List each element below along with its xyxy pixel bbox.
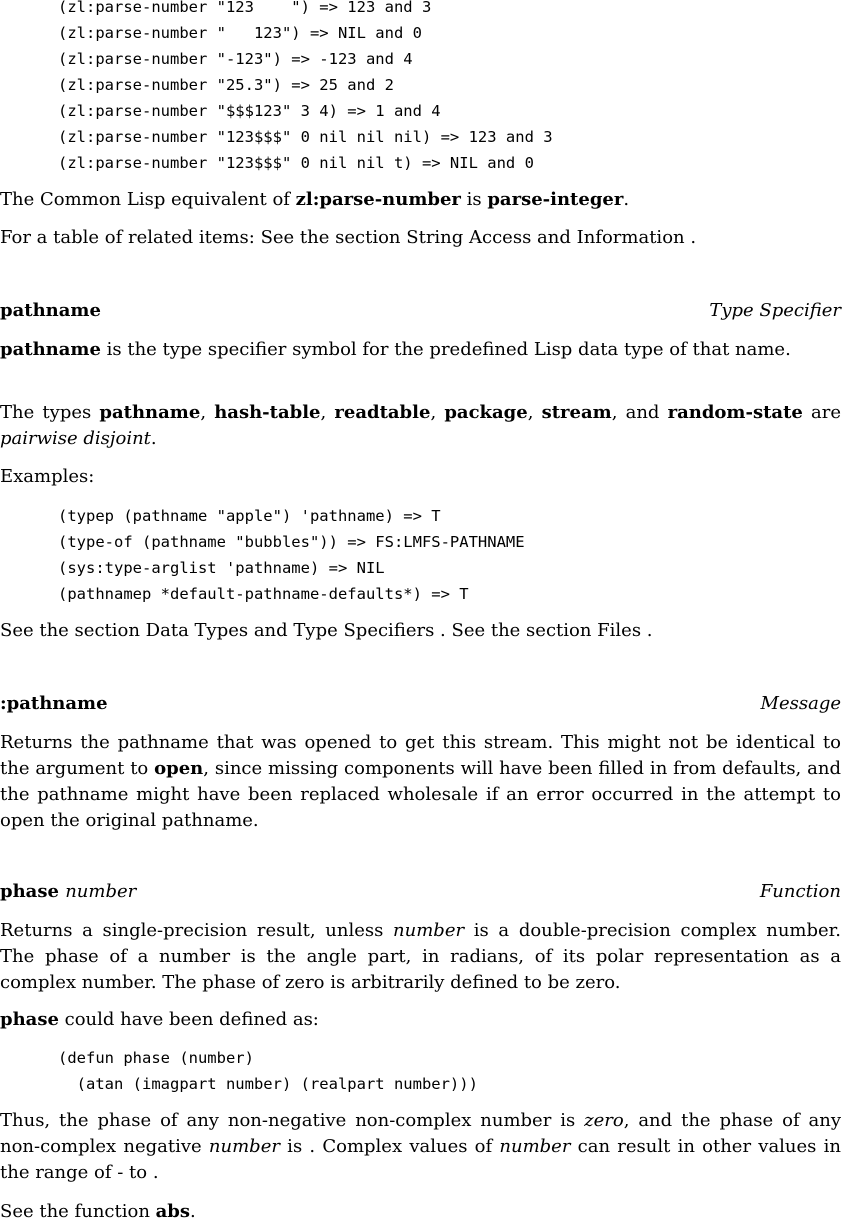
pathname-message-description: Returns the pathname that was opened to get this stream. This might not be identical to the argument to open, since missing components will have been filled in from defaults, and the pathname might have been replaced wholesale if an error occurred in the attempt to open the original pathname.	[0, 732, 841, 831]
code-line: (typep (pathname "apple") 'pathname) => T	[58, 507, 441, 525]
entry-name: phase number	[0, 881, 137, 902]
code-line: (defun phase (number)	[58, 1049, 254, 1067]
entry-name: pathname	[0, 300, 101, 321]
code-line: (zl:parse-number "$$$123" 3 4) => 1 and 4	[58, 102, 441, 120]
code-line: (zl:parse-number "25.3") => 25 and 2	[58, 76, 394, 94]
cl-equivalent-paragraph: The Common Lisp equivalent of zl:parse-number is parse-integer.	[0, 189, 630, 210]
entry-kind: Type Specifier	[709, 300, 841, 321]
pathname-see-also: See the section Data Types and Type Specifiers . See the section Files .	[0, 620, 653, 641]
code-line: (zl:parse-number "-123") => -123 and 4	[58, 50, 413, 68]
term-parse-integer: parse-integer	[487, 189, 624, 210]
entry-header-pathname	[0, 298, 841, 324]
entry-header-phase	[0, 879, 841, 905]
entry-kind: Function	[759, 881, 841, 902]
term-zl-parse-number: zl:parse-number	[295, 189, 461, 210]
entry-kind: Message	[760, 693, 841, 714]
section-link-string-access[interactable]: String Access and Information	[406, 227, 685, 248]
phase-definition-intro: phase could have been defined as:	[0, 1009, 319, 1030]
entry-name: :pathname	[0, 693, 108, 714]
code-line: (type-of (pathname "bubbles")) => FS:LMFS-PATHNAME	[58, 533, 525, 551]
section-link-data-types[interactable]: Data Types and Type Specifiers	[145, 620, 435, 641]
entry-header-pathname-message	[0, 691, 841, 717]
code-line: (zl:parse-number " 123") => NIL and 0	[58, 24, 422, 42]
code-line: (atan (imagpart number) (realpart number)))	[58, 1075, 478, 1093]
phase-range-paragraph: Thus, the phase of any non-negative non-complex number is zero, and the phase of any non-complex negative number is . Complex values of number can result in other values in the range of - to .	[0, 1110, 842, 1183]
examples-label: Examples:	[0, 466, 95, 487]
phase-see-also: See the function abs.	[0, 1201, 196, 1222]
code-line: (zl:parse-number "123$$$" 0 nil nil nil) => 123 and 3	[58, 128, 553, 146]
code-line: (sys:type-arglist 'pathname) => NIL	[58, 559, 385, 577]
pathname-description: pathname is the type specifier symbol for the predefined Lisp data type of that name.	[0, 339, 791, 360]
code-line: (zl:parse-number "123$$$" 0 nil nil t) => NIL and 0	[58, 154, 534, 172]
code-line: (pathnamep *default-pathname-defaults*) => T	[58, 585, 469, 603]
section-link-files[interactable]: Files	[597, 620, 642, 641]
parse-number-examples	[58, 0, 553, 176]
related-items-paragraph: For a table of related items: See the section String Access and Information .	[0, 227, 697, 248]
phase-description: Returns a single-precision result, unless number is a double-precision complex number. The phase of a number is the angle part, in radians, of its polar representation as a complex number. The phase of zero is arbitrarily defined to be zero.	[0, 920, 842, 993]
code-line: (zl:parse-number "123 ") => 123 and 3	[58, 0, 432, 16]
pathname-examples	[58, 503, 525, 607]
function-link-abs[interactable]: abs	[155, 1201, 191, 1222]
phase-definition-code	[58, 1045, 478, 1097]
disjoint-types-paragraph: The types pathname, hash-table, readtable, package, stream, and random-state are pairwise disjoint.	[0, 402, 841, 449]
